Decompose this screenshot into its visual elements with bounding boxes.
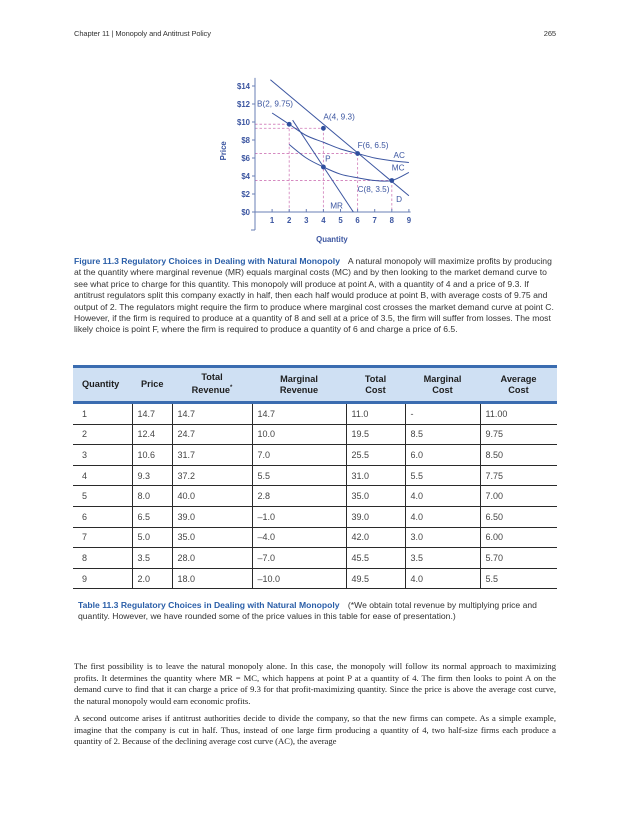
chapter-title: Chapter 11 | Monopoly and Antitrust Policy (74, 29, 211, 38)
table-header-row (73, 367, 557, 403)
table-cell: 3 (73, 445, 132, 466)
table-cell: 39.0 (172, 506, 252, 527)
point-marker (321, 165, 326, 170)
y-tick-label: $4 (241, 172, 250, 181)
y-tick-label: $10 (236, 118, 250, 127)
table-cell: 4.0 (405, 486, 480, 507)
table-cell: 39.0 (346, 506, 405, 527)
figure-caption-title: Figure 11.3 Regulatory Choices in Dealing with Natural Monopoly (74, 256, 340, 266)
table-cell: 37.2 (172, 465, 252, 486)
point-marker (389, 178, 394, 183)
table-cell: 45.5 (346, 548, 405, 569)
table-cell: 5.5 (480, 568, 557, 589)
table-cell: 14.7 (172, 403, 252, 425)
table-row (73, 506, 557, 527)
x-tick-label: 8 (389, 216, 394, 225)
table-cell: 7.0 (252, 445, 346, 466)
table-cell: 5.5 (405, 465, 480, 486)
table-cell: 3.5 (405, 548, 480, 569)
table-cell: 14.7 (132, 403, 172, 425)
header-price: Price (132, 367, 172, 403)
y-tick-label: $14 (236, 82, 250, 91)
point-label-c: C(8, 3.5) (357, 185, 390, 195)
point-label-p: P (325, 154, 331, 164)
table-cell: 7 (73, 527, 132, 548)
table-cell: 6.5 (132, 506, 172, 527)
table-cell: 4.0 (405, 506, 480, 527)
header-total-revenue: Total Revenue* (172, 367, 252, 403)
table-cell: 19.5 (346, 424, 405, 445)
table-cell: 4 (73, 465, 132, 486)
table-row (73, 445, 557, 466)
table-cell: 11.0 (346, 403, 405, 425)
table-cell: 28.0 (172, 548, 252, 569)
table-cell: 3.0 (405, 527, 480, 548)
curve-label-mr: MR (330, 201, 343, 211)
body-paragraph-2: A second outcome arises if antitrust authorities decide to divide the company, so that the new firms can compete. As a simple example, imagine that the company is cut in half. Thus, instead of one large firm producing a quantity of 4, two half-size firms each produce a quantity of 2. Because of the declining average cost curve (AC), the average (74, 713, 556, 747)
curve-label-ac: AC (393, 151, 405, 160)
table-cell: 9.3 (132, 465, 172, 486)
running-head (74, 29, 556, 38)
y-tick-label: $12 (236, 100, 250, 109)
x-tick-label: 4 (321, 216, 326, 225)
body-paragraph-1: The first possibility is to leave the natural monopoly alone. In this case, the monopoly will follow its normal approach to maximizing profits. It determines the quantity where MR = MC, which happens at point P at a quantity of 4. The firm then looks to point A on the demand curve to find that it can charge a price of 9.3 for that profit-maximizing quantity. Since the price is above the average cost curve, the natural monopoly would earn economic profits. (74, 661, 556, 706)
table-cell: 10.6 (132, 445, 172, 466)
table-cell: 5.70 (480, 548, 557, 569)
table-cell: 7.00 (480, 486, 557, 507)
table-cell: 18.0 (172, 568, 252, 589)
point-marker (287, 122, 292, 127)
table-row (73, 527, 557, 548)
table-cell: –4.0 (252, 527, 346, 548)
table-cell: 2 (73, 424, 132, 445)
y-tick-label: $0 (241, 208, 250, 217)
table-cell: 8 (73, 548, 132, 569)
table-cell: 10.0 (252, 424, 346, 445)
data-table (73, 365, 557, 589)
table-cell: 5 (73, 486, 132, 507)
point-label-b: B(2, 9.75) (257, 99, 294, 109)
table-caption-title: Table 11.3 Regulatory Choices in Dealing with Natural Monopoly (78, 600, 340, 610)
table-cell: 8.50 (480, 445, 557, 466)
table-cell: 14.7 (252, 403, 346, 425)
x-axis-label: Quantity (316, 235, 348, 244)
table-cell: 9.75 (480, 424, 557, 445)
table-cell: –1.0 (252, 506, 346, 527)
table-cell: 2.8 (252, 486, 346, 507)
y-axis-label: Price (219, 141, 228, 161)
x-tick-label: 9 (406, 216, 412, 225)
table-cell: 8.0 (132, 486, 172, 507)
table-cell: 9 (73, 568, 132, 589)
table-cell: 5.5 (252, 465, 346, 486)
point-marker (321, 126, 326, 131)
page-number: 265 (543, 29, 556, 38)
table-cell: 3.5 (132, 548, 172, 569)
table-cell: 24.7 (172, 424, 252, 445)
table-cell: 35.0 (346, 486, 405, 507)
header-marginal-cost: Marginal Cost (405, 367, 480, 403)
table-cell: 6.0 (405, 445, 480, 466)
header-marginal-revenue: Marginal Revenue (252, 367, 346, 403)
table-caption-text: (*We obtain total revenue by multiplying price and quantity. However, we have rounded some of the price values in this table for ease of presentation.) (78, 600, 537, 622)
table-cell: 1 (73, 403, 132, 425)
table-caption (78, 600, 548, 623)
table-cell: 31.0 (346, 465, 405, 486)
table-cell: 6.50 (480, 506, 557, 527)
table-row (73, 465, 557, 486)
table-cell: 12.4 (132, 424, 172, 445)
table-cell: 8.5 (405, 424, 480, 445)
table-cell: 49.5 (346, 568, 405, 589)
table-body (73, 403, 557, 589)
x-tick-label: 3 (304, 216, 309, 225)
table-cell: 6 (73, 506, 132, 527)
curve-label-d: D (396, 195, 402, 205)
table-cell: 11.00 (480, 403, 557, 425)
x-tick-label: 6 (355, 216, 360, 225)
x-tick-label: 1 (269, 216, 275, 225)
table-cell: –10.0 (252, 568, 346, 589)
table-cell: 31.7 (172, 445, 252, 466)
table-row (73, 568, 557, 589)
table-cell: - (405, 403, 480, 425)
table-cell: 25.5 (346, 445, 405, 466)
x-tick-label: 2 (287, 216, 292, 225)
table-cell: 6.00 (480, 527, 557, 548)
x-tick-label: 7 (372, 216, 377, 225)
table-row (73, 548, 557, 569)
figure-caption-text: A natural monopoly will maximize profits by producing at the quantity where marginal revenue (MR) equals marginal costs (MC) and by then looking to the market demand curve to see what price to charge for this quantity. This monopoly will produce at point A, with a quantity of 4 and a price of 9.3. If antitrust regulators split this company exactly in half, then each half would produce at point B, with average costs of 9.75 and output of 2. The regulators might require the firm to produce where marginal cost crosses the market demand curve at point C. However, if the firm is required to produce at a quantity of 8 and sell at a price of 3.5, the firm will suffer from losses. The most likely choice is point F, where the firm is required to produce a quantity of 6 and charge a price of 6.5. (74, 256, 554, 335)
figure-caption (74, 256, 556, 336)
table-cell: 35.0 (172, 527, 252, 548)
y-tick-label: $2 (241, 190, 250, 199)
y-tick-label: $8 (241, 136, 250, 145)
table-cell: 42.0 (346, 527, 405, 548)
point-label-f: F(6, 6.5) (357, 141, 389, 151)
table-cell: 40.0 (172, 486, 252, 507)
x-tick-label: 5 (338, 216, 343, 225)
header-total-cost: Total Cost (346, 367, 405, 403)
table-row (73, 403, 557, 425)
curve-label-mc: MC (391, 163, 405, 173)
point-marker (355, 151, 360, 156)
y-tick-label: $6 (241, 154, 250, 163)
header-quantity: Quantity (73, 367, 132, 403)
regulatory-choices-chart (210, 75, 430, 250)
point-label-a: A(4, 9.3) (323, 112, 355, 122)
curve-d (270, 80, 409, 196)
table-cell: 7.75 (480, 465, 557, 486)
table-cell: 5.0 (132, 527, 172, 548)
table-row (73, 424, 557, 445)
figure-chart (210, 75, 430, 250)
table-cell: 4.0 (405, 568, 480, 589)
table-row (73, 486, 557, 507)
header-average-cost: Average Cost (480, 367, 557, 403)
table-cell: 2.0 (132, 568, 172, 589)
table-cell: –7.0 (252, 548, 346, 569)
